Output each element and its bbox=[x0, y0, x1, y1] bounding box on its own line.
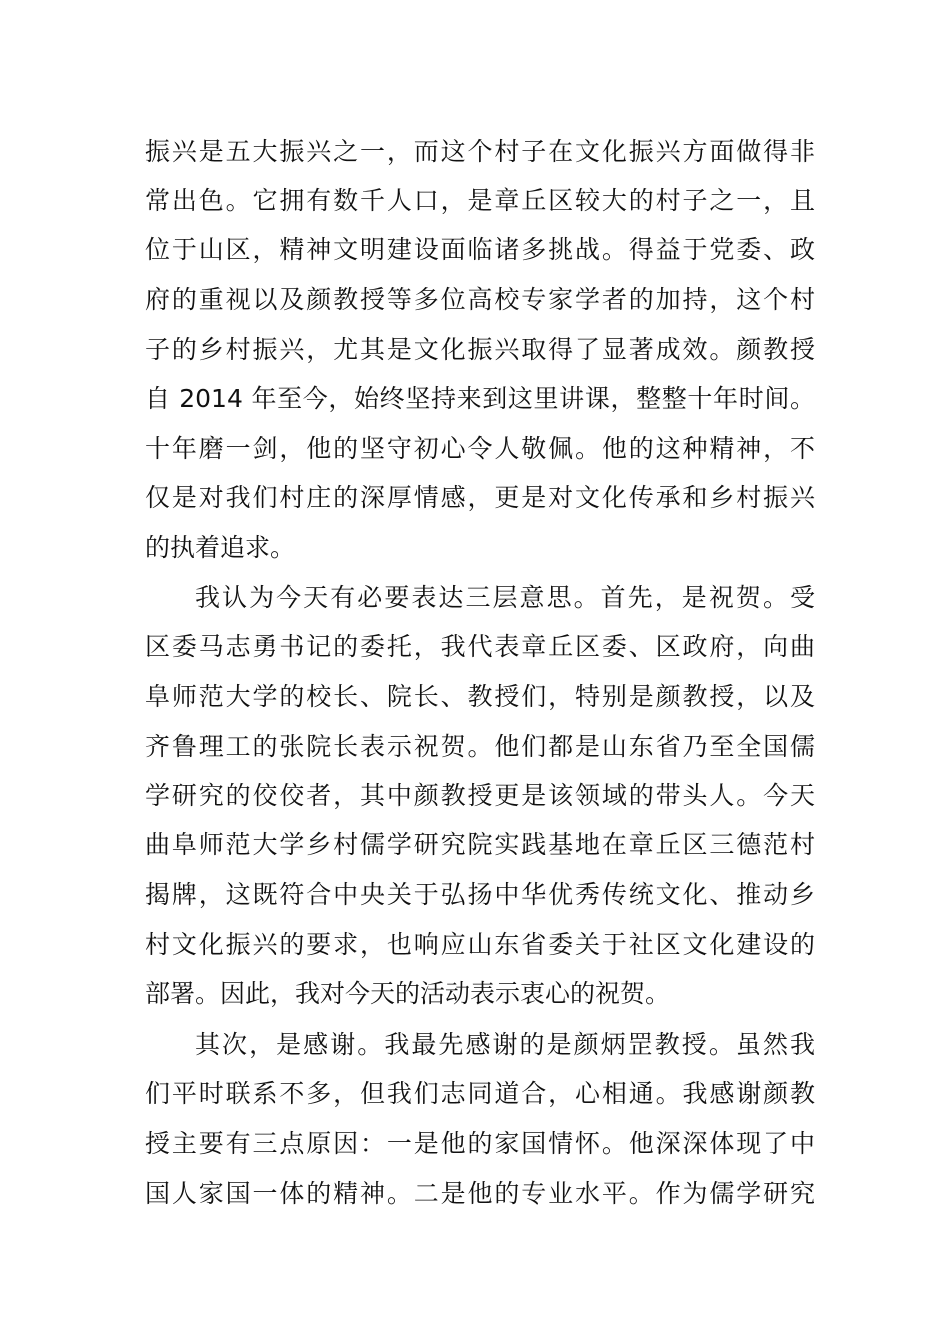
text-line: 学研究的佼佼者，其中颜教授更是该领域的带头人。今天 bbox=[145, 781, 815, 810]
text-line: 仅是对我们村庄的深厚情感，更是对文化传承和乡村振兴 bbox=[145, 483, 815, 512]
text-line: 村文化振兴的要求，也响应山东省委关于社区文化建设的 bbox=[145, 930, 815, 959]
text-line: 子的乡村振兴，尤其是文化振兴取得了显著成效。颜教授 bbox=[145, 335, 815, 364]
text-line: 自 2014 年至今，始终坚持来到这里讲课，整整十年时间。 bbox=[145, 384, 815, 413]
text-line: 阜师范大学的校长、院长、教授们，特别是颜教授，以及 bbox=[145, 682, 815, 711]
text-line: 十年磨一剑，他的坚守初心令人敬佩。他的这种精神，不 bbox=[145, 434, 815, 463]
text-line: 府的重视以及颜教授等多位高校专家学者的加持，这个村 bbox=[145, 285, 815, 314]
text-line: 其次，是感谢。我最先感谢的是颜炳罡教授。虽然我 bbox=[195, 1030, 815, 1059]
text-line: 们平时联系不多，但我们志同道合，心相通。我感谢颜教 bbox=[145, 1079, 815, 1108]
text-line: 曲阜师范大学乡村儒学研究院实践基地在章丘区三德范村 bbox=[145, 830, 815, 859]
text-line: 授主要有三点原因：一是他的家国情怀。他深深体现了中 bbox=[145, 1129, 815, 1158]
text-line: 部署。因此，我对今天的活动表示衷心的祝贺。 bbox=[145, 979, 671, 1008]
text-line: 的执着追求。 bbox=[145, 533, 296, 562]
text-line: 齐鲁理工的张院长表示祝贺。他们都是山东省乃至全国儒 bbox=[145, 732, 815, 761]
text-line: 国人家国一体的精神。二是他的专业水平。作为儒学研究 bbox=[145, 1179, 815, 1208]
text-line: 振兴是五大振兴之一，而这个村子在文化振兴方面做得非 bbox=[145, 137, 815, 166]
text-line: 常出色。它拥有数千人口，是章丘区较大的村子之一，且 bbox=[145, 186, 815, 215]
text-line: 揭牌，这既符合中央关于弘扬中华优秀传统文化、推动乡 bbox=[145, 880, 815, 909]
text-line: 位于山区，精神文明建设面临诸多挑战。得益于党委、政 bbox=[145, 235, 815, 264]
text-line: 区委马志勇书记的委托，我代表章丘区委、区政府，向曲 bbox=[145, 632, 815, 661]
text-line: 我认为今天有必要表达三层意思。首先，是祝贺。受 bbox=[195, 583, 815, 612]
